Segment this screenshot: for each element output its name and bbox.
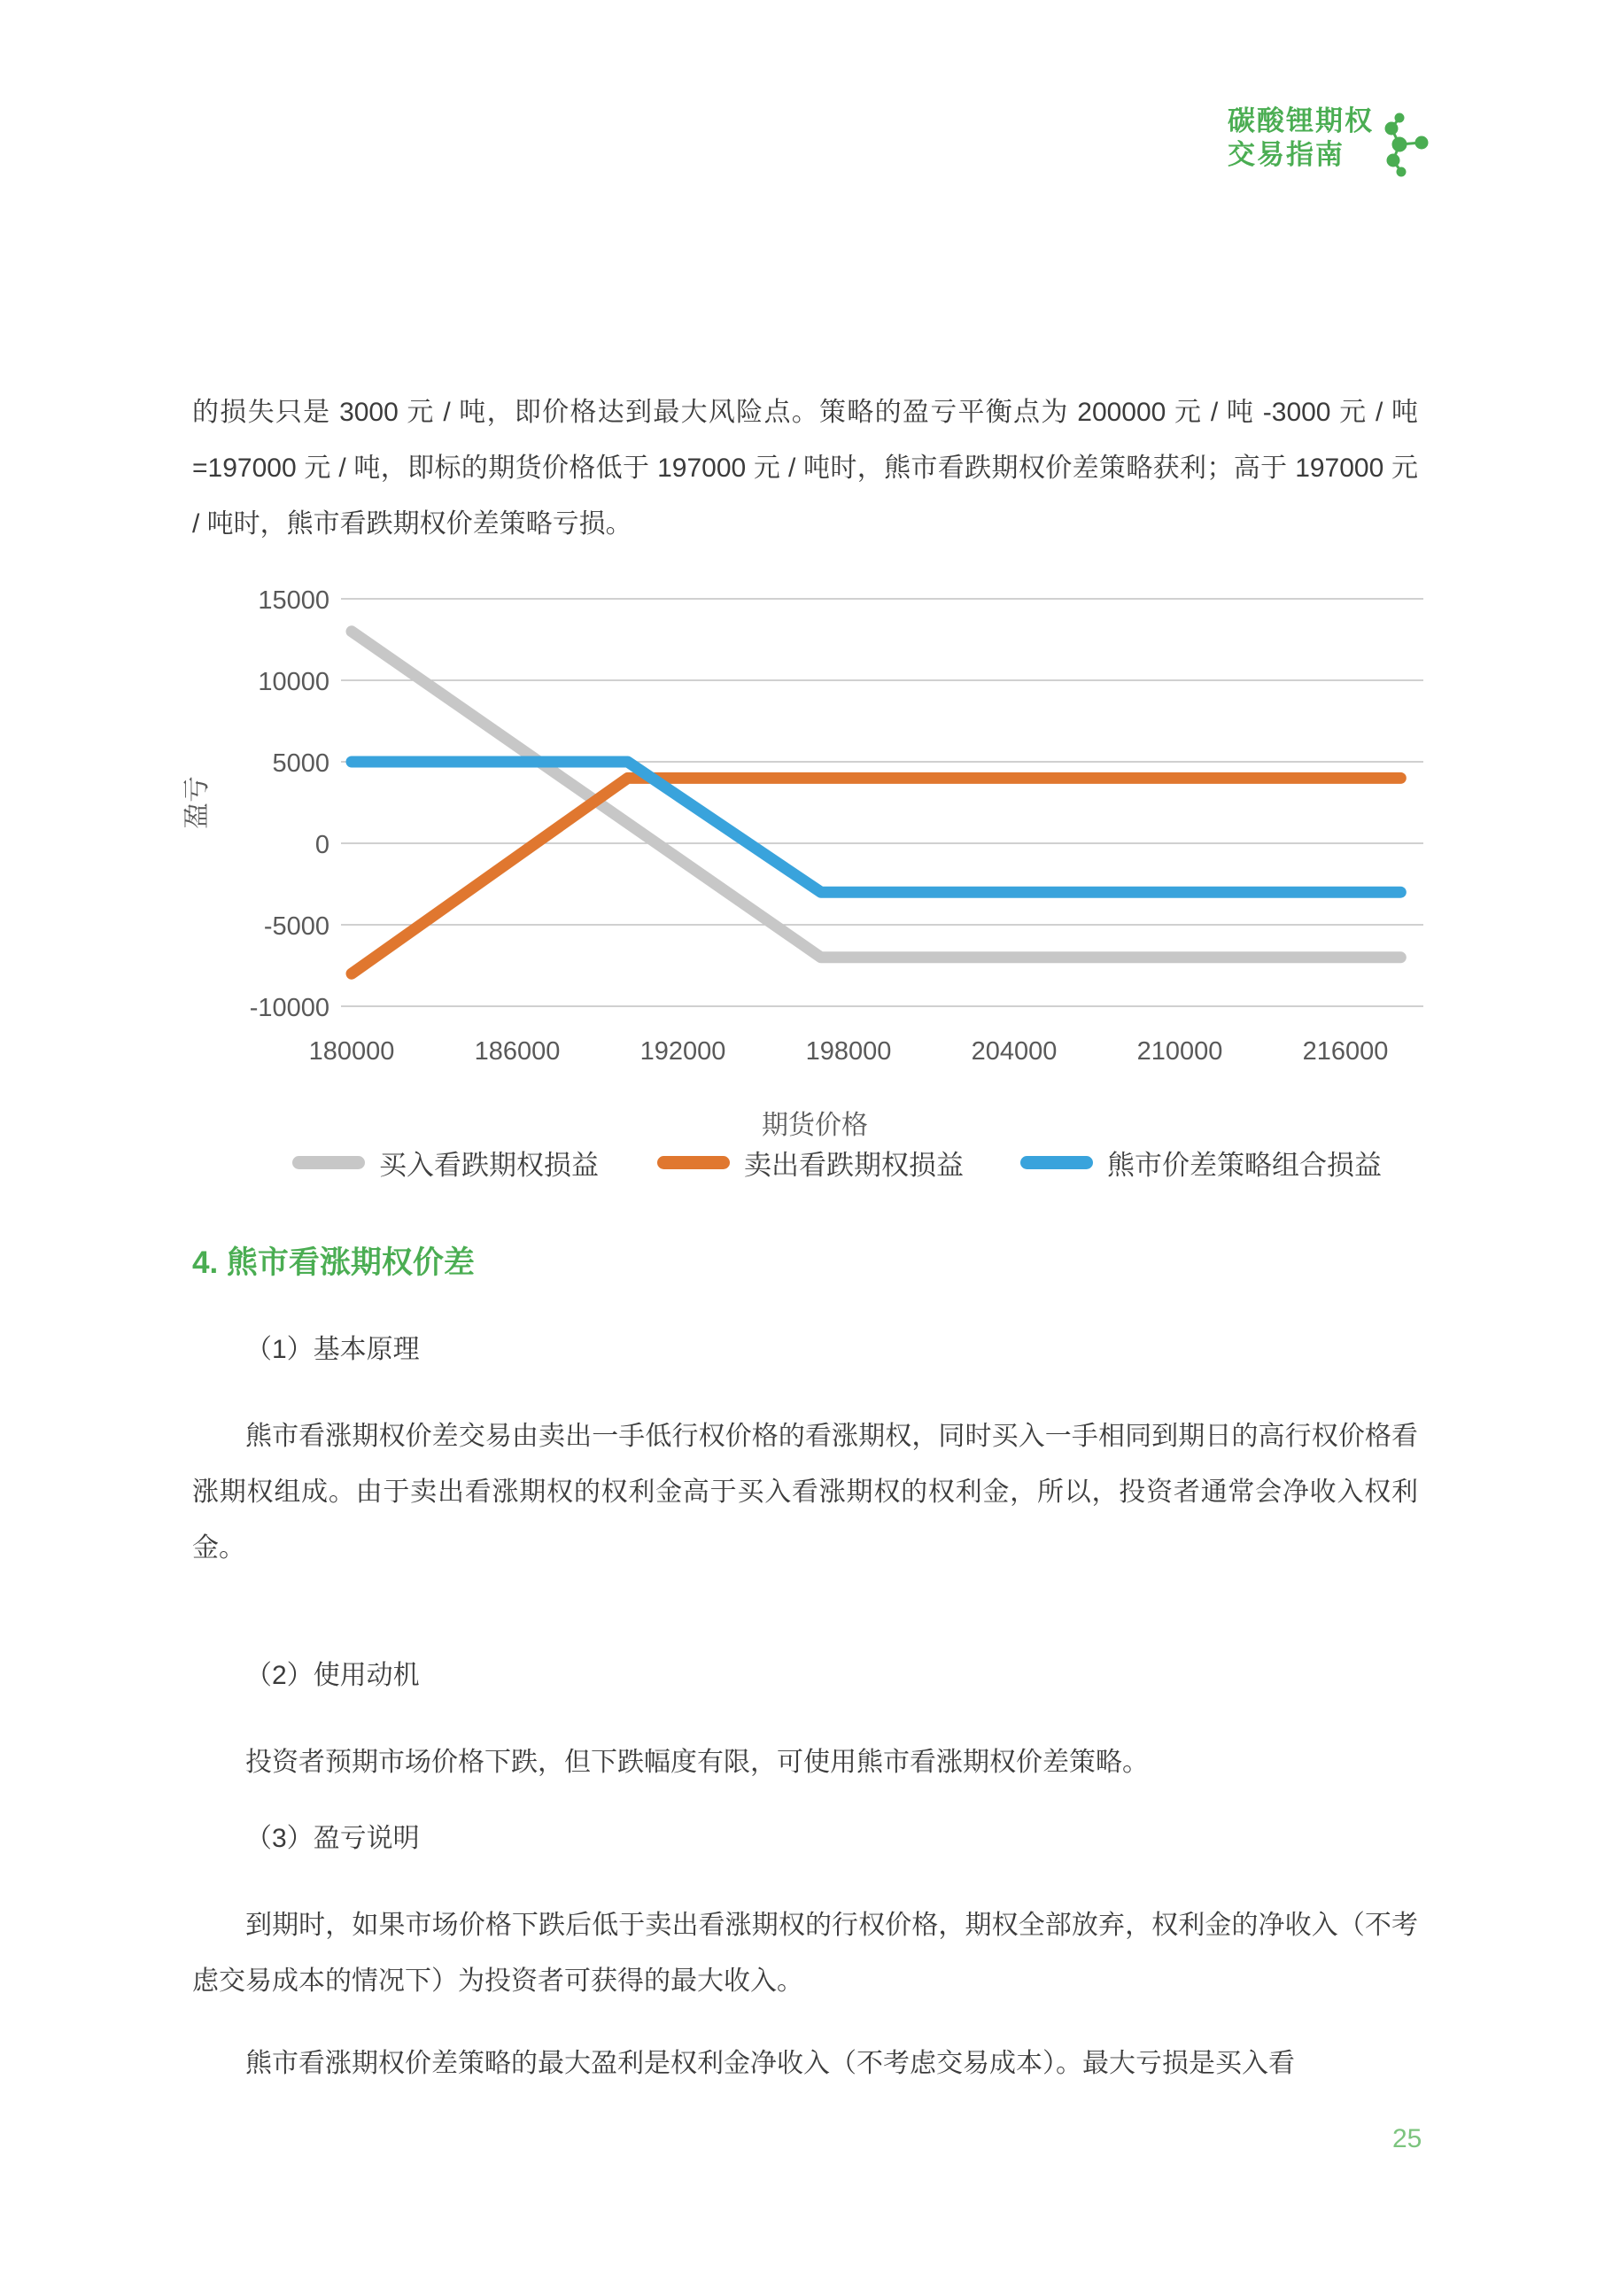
legend-item	[1020, 1146, 1382, 1181]
x-axis-title: 期货价格	[762, 1111, 868, 1140]
logo-line2: 交易指南	[1228, 139, 1345, 170]
x-tick-label: 216000	[1302, 1037, 1389, 1066]
legend-item	[292, 1146, 599, 1181]
x-tick-label: 204000	[971, 1037, 1058, 1066]
legend-swatch	[1020, 1156, 1093, 1169]
x-tick-label: 198000	[805, 1037, 892, 1066]
series-line	[352, 778, 1400, 973]
subsection-3-paragraph-1: 到期时，如果市场价格下跌后低于卖出看涨期权的行权价格，期权全部放弃，权利金的净收入（不考虑交易成本的情况下）为投资者可获得的最大收入。	[192, 1911, 1418, 1996]
subsection-2-label: （2）使用动机	[245, 1661, 420, 1690]
y-tick-label: 15000	[258, 586, 329, 615]
chart-canvas	[0, 567, 1612, 1187]
subsection-1-paragraph: 熊市看涨期权价差交易由卖出一手低行权价格的看涨期权，同时买入一手相同到期日的高行权价格看涨期权组成。由于卖出看涨期权的权利金高于买入看涨期权的权利金，所以，投资者通常会净收入权利金。	[192, 1422, 1418, 1563]
intro-paragraph: 的损失只是 3000 元 / 吨，即价格达到最大风险点。策略的盈亏平衡点为 200000 元 / 吨 -3000 元 / 吨 =197000 元 / 吨，即标的期货价格低于 197000 元 / 吨时，熊市看跌期权价差策略获利；高于 197000 元 / 吨时，熊市看跌期权价差策略亏损。	[192, 398, 1418, 539]
legend-swatch	[292, 1156, 365, 1169]
subsection-1-label: （1）基本原理	[245, 1335, 420, 1364]
y-tick-label: -5000	[263, 912, 329, 941]
y-axis-title: 盈亏	[182, 776, 212, 829]
page-number: 25	[1392, 2124, 1422, 2153]
y-tick-label: -10000	[249, 994, 329, 1022]
legend-item	[657, 1146, 964, 1181]
subsection-3-paragraph-2: 熊市看涨期权价差策略的最大盈利是权利金净收入（不考虑交易成本）。最大亏损是买入看	[245, 2049, 1295, 2078]
x-tick-label: 186000	[474, 1037, 561, 1066]
subsection-2-paragraph: 投资者预期市场价格下跌，但下跌幅度有限，可使用熊市看涨期权价差策略。	[245, 1748, 1149, 1777]
legend-label: 卖出看跌期权损益	[744, 1149, 964, 1181]
x-tick-label: 180000	[308, 1037, 395, 1066]
section-heading: 4. 熊市看涨期权价差	[192, 1245, 475, 1280]
legend-swatch	[657, 1156, 730, 1169]
y-tick-label: 10000	[258, 668, 329, 696]
x-tick-label: 192000	[639, 1037, 726, 1066]
y-tick-label: 5000	[272, 749, 329, 778]
profit-loss-chart	[0, 567, 1612, 1187]
x-tick-label: 210000	[1136, 1037, 1223, 1066]
y-tick-label: 0	[314, 831, 329, 859]
legend-label: 熊市价差策略组合损益	[1107, 1149, 1382, 1181]
legend-label: 买入看跌期权损益	[379, 1149, 599, 1181]
subsection-3-label: （3）盈亏说明	[245, 1824, 420, 1853]
molecule-icon	[1380, 108, 1437, 182]
logo-line1: 碳酸锂期权	[1228, 105, 1374, 136]
logo	[1228, 105, 1374, 172]
